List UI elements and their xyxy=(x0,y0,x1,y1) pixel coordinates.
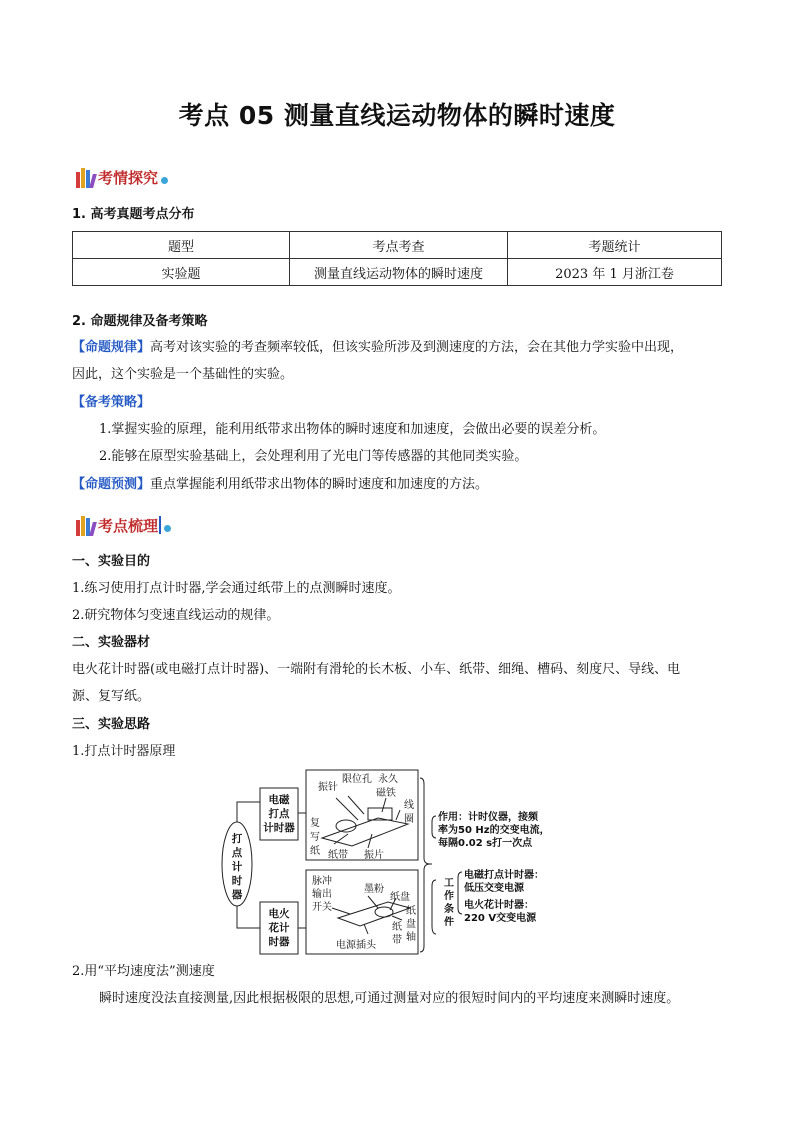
label-yongjiu: 永久 xyxy=(378,774,398,785)
label-zhidai: 纸 xyxy=(392,922,402,933)
connector-line xyxy=(237,802,260,822)
root-char: 点 xyxy=(231,847,243,859)
table-cell: 实验题 xyxy=(73,259,290,286)
table-header-row xyxy=(73,232,722,259)
label-fuxiezhi: 纸 xyxy=(310,846,320,857)
label-zhipanzhou: 纸 xyxy=(406,906,416,917)
spark-box-line: 时器 xyxy=(268,936,290,948)
em-box-line: 计时器 xyxy=(263,822,295,834)
books-icon xyxy=(76,514,96,536)
label-maichong: 开关 xyxy=(312,902,332,913)
timer-principle-diagram xyxy=(218,768,582,956)
section-label: 考点梳理 xyxy=(98,516,159,535)
subheading-strategy: 2. 命题规律及备考策略 xyxy=(72,314,208,329)
label-dianyuan: 电源插头 xyxy=(336,940,376,951)
function-line: 每隔0.02 s打一次点 xyxy=(438,838,533,849)
table-cell: 2023 年 1 月浙江卷 xyxy=(508,259,722,286)
carbon-paper-disc xyxy=(336,820,356,832)
label-zhipan: 纸盘 xyxy=(390,892,410,903)
predict-paragraph xyxy=(72,476,488,494)
predict-tag: 【命题预测】 xyxy=(72,477,151,492)
table-cell: 测量直线运动物体的瞬时速度 xyxy=(290,259,508,286)
root-char: 打 xyxy=(231,833,243,845)
table-header-cell: 考点考查 xyxy=(290,232,508,259)
text-cursor xyxy=(159,516,161,534)
diagram-svg xyxy=(218,768,582,956)
spark-box-line: 花计 xyxy=(268,922,290,934)
idea-item-2: 2.用“平均速度法”测速度 xyxy=(72,964,215,979)
idea-item-2-text: 瞬时速度没法直接测量,因此根据极限的思想,可通过测量对应的很短时间内的平均速度来测瞬时速度。 xyxy=(99,991,680,1006)
work-em-line: 低压交变电源 xyxy=(464,883,524,894)
label-maichong: 脉冲 xyxy=(312,876,332,887)
label-zhipanzhou: 盘 xyxy=(406,919,416,930)
label-fuxiezhi: 复 xyxy=(310,818,320,829)
connector-line xyxy=(237,906,260,928)
label-zhidai: 纸带 xyxy=(328,850,348,861)
rule-tag: 【命题规律】 xyxy=(72,340,151,355)
brace-icon xyxy=(420,778,430,952)
dot-icon xyxy=(161,177,168,184)
purpose-item-1: 1.练习使用打点计时器,学会通过纸带上的点测瞬时速度。 xyxy=(72,581,401,596)
books-icon xyxy=(76,166,96,188)
label-zhidai: 带 xyxy=(392,935,402,946)
label-xianquan: 线 xyxy=(404,800,414,811)
brace-icon xyxy=(432,816,436,838)
subheading-distribution: 1. 高考真题考点分布 xyxy=(72,207,195,222)
label-zhenzhen: 振针 xyxy=(318,782,338,793)
root-char: 时 xyxy=(231,875,243,887)
root-char: 器 xyxy=(231,889,243,901)
idea-item-1: 1.打点计时器原理 xyxy=(72,744,176,759)
work-label-char: 作 xyxy=(444,891,454,902)
heading-equipment: 二、实验器材 xyxy=(72,635,151,650)
spark-box-line: 电火 xyxy=(268,908,290,920)
page-title: 考点 05 测量直线运动物体的瞬时速度 xyxy=(178,101,616,130)
section-header-key-points xyxy=(76,512,171,538)
label-zhenpian: 振片 xyxy=(364,850,384,861)
equipment-line-2: 源、复写纸。 xyxy=(72,689,151,704)
table-header-cell: 题型 xyxy=(73,232,290,259)
function-line: 作用：计时仪器，接频 xyxy=(438,812,538,823)
section-header-exam-analysis xyxy=(76,164,168,190)
predict-text: 重点掌握能利用纸带求出物体的瞬时速度和加速度的方法。 xyxy=(150,477,489,492)
rule-paragraph-line1 xyxy=(72,339,683,357)
label-xianweikong: 限位孔 xyxy=(342,774,372,785)
work-label-char: 件 xyxy=(444,917,454,928)
label-xianquan: 圈 xyxy=(404,814,414,825)
root-char: 计 xyxy=(231,861,243,873)
table-header-cell: 考题统计 xyxy=(508,232,722,259)
work-em-line: 电磁打点计时器： xyxy=(464,870,544,881)
equipment-line-1: 电火花计时器(或电磁打点计时器)、一端附有滑轮的长木板、小车、纸带、细绳、槽码、刻度尺、导线、电 xyxy=(72,662,681,677)
em-apparatus-base xyxy=(322,818,408,846)
work-spark-line: 电火花计时器： xyxy=(464,900,534,911)
label-fuxiezhi: 写 xyxy=(310,832,320,843)
rule-paragraph-line2: 因此，这个实验是一个基础性的实验。 xyxy=(72,367,294,382)
strategy-tag-line xyxy=(72,394,150,412)
work-label-char: 工 xyxy=(444,878,454,889)
label-mofen: 墨粉 xyxy=(364,884,384,895)
table-row xyxy=(73,259,722,286)
dot-icon xyxy=(164,525,171,532)
function-line: 率为50 Hz的交变电流， xyxy=(438,825,550,836)
label-maichong: 输出 xyxy=(312,889,332,900)
em-box-line: 打点 xyxy=(268,808,290,820)
rule-text: 高考对该实验的考查频率较低，但该实验所涉及到测速度的方法，会在其他力学实验中出现， xyxy=(150,340,684,355)
brace-icon xyxy=(432,880,436,934)
exam-distribution-table xyxy=(72,231,722,286)
heading-idea: 三、实验思路 xyxy=(72,717,151,732)
strategy-item-2: 2.能够在原型实验基础上，会处理利用了光电门等传感器的其他同类实验。 xyxy=(99,449,528,464)
strategy-item-1: 1.掌握实验的原理，能利用纸带求出物体的瞬时速度和加速度，会做出必要的误差分析。 xyxy=(99,422,606,437)
brace-icon xyxy=(458,872,462,914)
label-citie: 磁铁 xyxy=(376,788,396,799)
work-label-char: 条 xyxy=(444,904,454,915)
section-label: 考情探究 xyxy=(98,168,159,187)
label-zhipanzhou: 轴 xyxy=(406,932,416,943)
strategy-tag: 【备考策略】 xyxy=(72,395,151,410)
heading-purpose: 一、实验目的 xyxy=(72,554,151,569)
em-box-line: 电磁 xyxy=(268,794,290,806)
purpose-item-2: 2.研究物体匀变速直线运动的规律。 xyxy=(72,608,280,623)
work-spark-line: 220 V交变电源 xyxy=(464,913,537,924)
